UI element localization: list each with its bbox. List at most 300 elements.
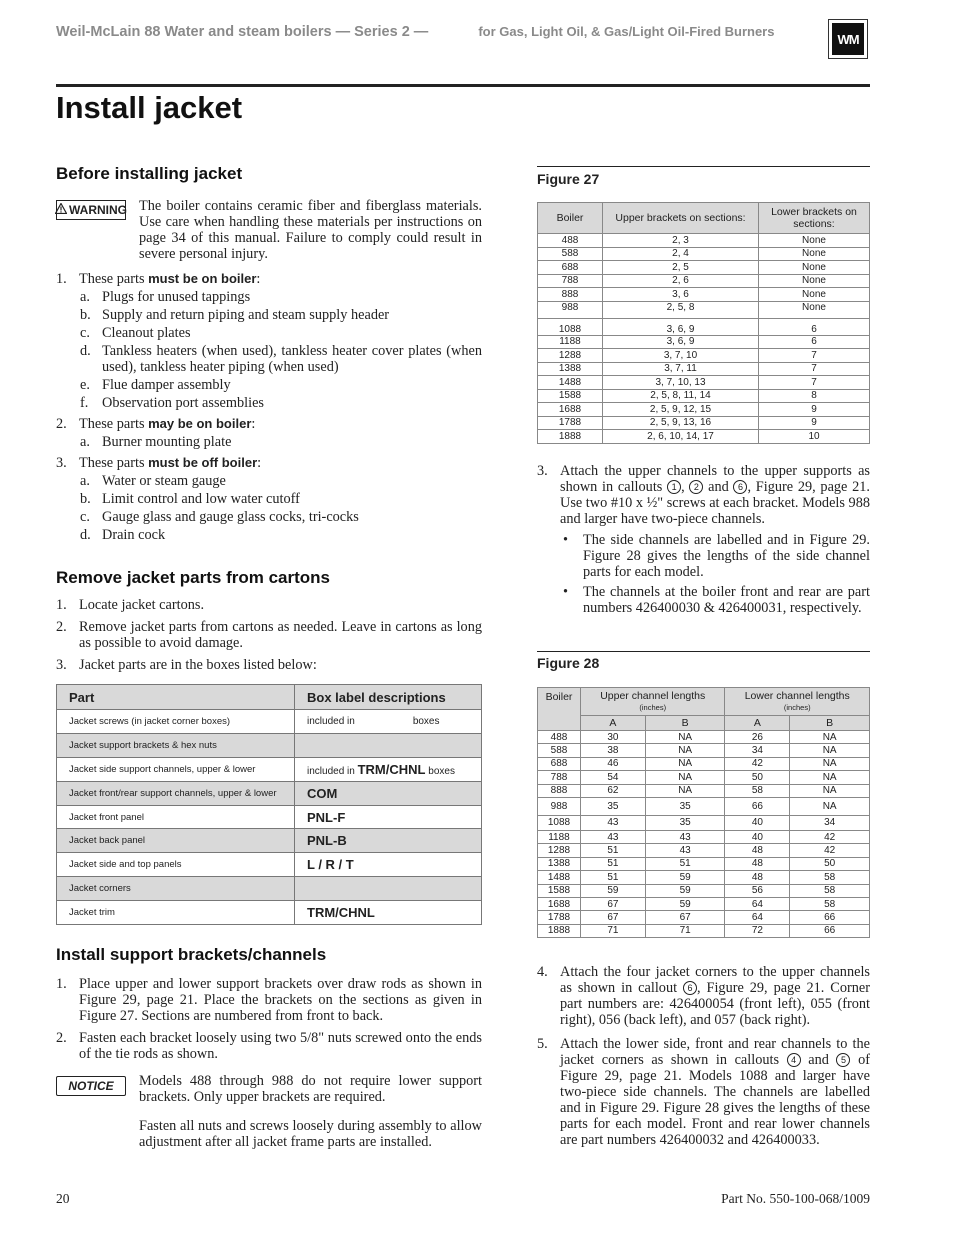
fig27-row (538, 301, 870, 318)
item-number: 1. (56, 597, 67, 613)
fig27-header-upper: Upper brackets on sections: (603, 203, 759, 234)
bullet-mark: • (563, 584, 569, 600)
header-rule (56, 84, 870, 87)
fig28-upper-a: 46 (581, 757, 646, 770)
part-name: Jacket screws (in jacket corner boxes) (57, 710, 295, 734)
fig27-boiler: 988 (538, 301, 603, 318)
support-item (56, 1030, 482, 1062)
fig27-lower: 9 (759, 416, 870, 430)
fig28-lower-a: 40 (725, 815, 790, 830)
fig28-boiler: 1788 (538, 911, 581, 924)
brand-logo (828, 19, 868, 59)
fig28-upper-b: NA (645, 757, 725, 770)
support-item (56, 976, 482, 1024)
fig28-lower-a: 48 (725, 871, 790, 884)
parts-row (57, 805, 482, 829)
fig27-boiler: 1188 (538, 335, 603, 349)
fig27-row (538, 376, 870, 390)
item-text: Fasten each bracket loosely using two 5/8" nuts screwed onto the ends of the tie rods as shown. (79, 1030, 482, 1062)
fig27-boiler: 788 (538, 274, 603, 288)
parts-row (57, 757, 482, 781)
fig28-upper-b: 59 (645, 897, 725, 910)
fig27-upper: 2, 4 (603, 247, 759, 261)
fig27-boiler: 1288 (538, 349, 603, 363)
fig27-upper: 2, 6, 10, 14, 17 (603, 430, 759, 444)
figure28-table (537, 687, 870, 938)
fig28-row (538, 830, 870, 843)
item-emphasis: must be on boiler (148, 271, 257, 286)
fig27-row (538, 261, 870, 275)
fig27-row (538, 403, 870, 417)
fig28-lower-label: Lower channel lengths (744, 689, 850, 702)
fig28-lower-b: NA (790, 744, 870, 757)
parts-table (56, 684, 482, 925)
fig28-row (538, 924, 870, 937)
box-code: L / R / T (307, 857, 354, 873)
remove-item (56, 619, 482, 651)
fig28-row (538, 797, 870, 815)
step4 (537, 964, 870, 1028)
fig27-boiler: 488 (538, 234, 603, 248)
step3: 3. Attach the upper channels to the upper supports as shown in callouts 1 , 2 and 6 , Figure 29, page 21. Use two #10 x ½" screws at each bracket. Models 988 and larger have two-piece channels. • The side channels are labelled and in Figure 29. Figure 28 gives the lengths of the side channel parts for each model. • The channels at the boiler front and rear are part numbers 426400030 & 426400031, respectively. (537, 463, 870, 616)
remove-item (56, 597, 482, 613)
notice-label: NOTICE (68, 1079, 114, 1093)
fig28-lower-b: NA (790, 797, 870, 815)
fig27-upper: 2, 5, 9, 13, 16 (603, 416, 759, 430)
warning-badge (56, 200, 126, 220)
before-subitem (56, 509, 482, 525)
before-heading: Before installing jacket (56, 164, 243, 183)
box-code: TRM/CHNL (357, 761, 426, 777)
left-column (56, 164, 482, 184)
fig28-lower-a: 58 (725, 784, 790, 797)
fig27-upper: 2, 3 (603, 234, 759, 248)
fig28-boiler: 888 (538, 784, 581, 797)
subitem-text: Cleanout plates (102, 325, 191, 341)
box-code: TRM/CHNL (307, 905, 375, 921)
fig28-row (538, 911, 870, 924)
fig28-boiler: 1188 (538, 830, 581, 843)
box-label (295, 877, 482, 901)
before-subitem (56, 307, 482, 323)
fig28-upper-b: 71 (645, 924, 725, 937)
fig28-row (538, 884, 870, 897)
fig27-upper: 3, 6, 9 (603, 318, 759, 335)
part-name: Jacket support brackets & hex nuts (57, 733, 295, 757)
fig28-upper-b: NA (645, 731, 725, 744)
item-text: Remove jacket parts from cartons as needed. Leave in cartons as long as possible to avoid damage. (79, 619, 482, 651)
warning-text: The boiler contains ceramic fiber and fiberglass materials. Use care when handling these materials per instructions on page 34 of this manual. Failure to comply could result in severe personal injury. (139, 198, 482, 262)
item-number: 2. (56, 416, 67, 432)
fig28-lower-a: 40 (725, 830, 790, 843)
fig28-upper-b: 59 (645, 871, 725, 884)
before-subitem (56, 527, 482, 543)
fig28-lower-a: 50 (725, 771, 790, 784)
fig28-upper-a: 51 (581, 844, 646, 857)
box-prefix: included in (307, 765, 358, 777)
part-name: Jacket back panel (57, 829, 295, 853)
fig28-lower-b: 66 (790, 924, 870, 937)
fig28-lower-b: 66 (790, 911, 870, 924)
fig28-row (538, 744, 870, 757)
fig27-row (538, 274, 870, 288)
fig28-row (538, 857, 870, 870)
fig27-lower: None (759, 301, 870, 318)
parts-row (57, 733, 482, 757)
fig27-boiler: 1388 (538, 362, 603, 376)
fig27-boiler: 1688 (538, 403, 603, 417)
fig28-header-boiler: Boiler (538, 688, 581, 731)
fig28-row (538, 815, 870, 830)
warning-label: WARNING (69, 203, 127, 217)
fig27-upper: 3, 7, 10 (603, 349, 759, 363)
fig28-header-lower-a: A (725, 716, 790, 731)
fig28-lower-a: 48 (725, 844, 790, 857)
fig27-lower: None (759, 288, 870, 302)
box-code: PNL-B (307, 833, 347, 849)
part-name: Jacket front/rear support channels, upper & lower (57, 781, 295, 805)
fig27-boiler: 688 (538, 261, 603, 275)
remove-list (56, 597, 482, 673)
parts-header-part: Part (57, 685, 295, 710)
fig28-boiler: 1388 (538, 857, 581, 870)
subitem-letter: d. (80, 527, 91, 543)
fig28-upper-a: 38 (581, 744, 646, 757)
callout-6: 6 (733, 480, 747, 494)
parts-row (57, 781, 482, 805)
box-label (295, 757, 482, 781)
fig28-boiler: 588 (538, 744, 581, 757)
fig28-lower-b: 58 (790, 871, 870, 884)
fig28-upper-b: 51 (645, 857, 725, 870)
subitem-letter: d. (80, 343, 91, 359)
fig28-row (538, 757, 870, 770)
subitem-letter: a. (80, 289, 90, 305)
fig28-upper-b: NA (645, 784, 725, 797)
fig28-lower-units: (inches) (783, 702, 811, 712)
fig28-lower-b: 34 (790, 815, 870, 830)
fig27-upper: 2, 5, 8 (603, 301, 759, 318)
fig28-lower-a: 56 (725, 884, 790, 897)
fig27-boiler: 1088 (538, 318, 603, 335)
fig27-lower: None (759, 261, 870, 275)
before-subitem (56, 473, 482, 489)
item-emphasis: may be on boiler (148, 416, 252, 431)
fig27-lower: 7 (759, 349, 870, 363)
fig27-boiler: 1588 (538, 389, 603, 403)
fig27-upper: 3, 7, 10, 13 (603, 376, 759, 390)
bullet-mark: • (563, 532, 569, 548)
parts-row (57, 710, 482, 734)
figure27-rule (537, 166, 870, 167)
fig27-lower: 7 (759, 362, 870, 376)
part-name: Jacket front panel (57, 805, 295, 829)
fig27-lower: 8 (759, 389, 870, 403)
fig28-boiler: 1088 (538, 815, 581, 830)
fig27-header-boiler: Boiler (538, 203, 603, 234)
box-label (295, 853, 482, 877)
fig28-boiler: 1488 (538, 871, 581, 884)
warning-triangle-icon (55, 203, 67, 217)
before-list (56, 271, 482, 543)
fig28-row (538, 784, 870, 797)
fig28-lower-b: NA (790, 771, 870, 784)
box-prefix: included in (307, 715, 355, 727)
step4-num: 4. (537, 964, 548, 980)
logo-mark: WM (832, 23, 864, 55)
fig27-row (538, 247, 870, 261)
callout-5: 5 (836, 1053, 850, 1067)
fig28-row (538, 897, 870, 910)
subitem-text: Plugs for unused tappings (102, 289, 251, 305)
fig28-boiler: 488 (538, 731, 581, 744)
subitem-letter: c. (80, 325, 90, 341)
fig28-upper-a: 43 (581, 830, 646, 843)
fig28-upper-a: 51 (581, 857, 646, 870)
fig27-row (538, 234, 870, 248)
subitem-text: Burner mounting plate (102, 434, 232, 450)
subitem-text: Limit control and low water cutoff (102, 491, 300, 507)
before-item (56, 455, 482, 471)
subitem-letter: a. (80, 473, 90, 489)
subitem-letter: f. (80, 395, 89, 411)
fig28-lower-b: 42 (790, 830, 870, 843)
figure28-label: Figure 28 (537, 655, 600, 671)
figure27-table (537, 202, 870, 444)
item-number: 2. (56, 619, 67, 635)
notice-text-2: Fasten all nuts and screws loosely during assembly to allow adjustment after all jacket frame parts are installed. (139, 1118, 482, 1150)
fig28-lower-b: NA (790, 757, 870, 770)
fig28-header-upper-a: A (581, 716, 646, 731)
step3-num: 3. (537, 463, 548, 479)
parts-row (57, 877, 482, 901)
item-number: 1. (56, 271, 67, 287)
fig27-upper: 3, 7, 11 (603, 362, 759, 376)
fig28-upper-a: 35 (581, 797, 646, 815)
fig27-lower: 9 (759, 403, 870, 417)
fig28-lower-a: 42 (725, 757, 790, 770)
fig27-lower: 6 (759, 318, 870, 335)
part-number: Part No. 550-100-068/1009 (721, 1191, 870, 1206)
fig27-row (538, 349, 870, 363)
item-text: : (256, 271, 261, 287)
subitem-text: Supply and return piping and steam supply header (102, 307, 390, 323)
subitem-text: Gauge glass and gauge glass cocks, tri-cocks (102, 509, 359, 525)
parts-header-box: Box label descriptions (295, 685, 482, 710)
fig28-upper-units: (inches) (639, 702, 667, 712)
item-text: : (257, 455, 262, 471)
fig28-lower-a: 64 (725, 911, 790, 924)
item-text: Place upper and lower support brackets over draw rods as shown in Figure 29, page 21. Place the brackets on the sections as given in Figure 27. Sections are numbered from front to back. (79, 976, 482, 1024)
fig27-upper: 2, 6 (603, 274, 759, 288)
page-number: 20 (56, 1191, 70, 1206)
fig28-header-upper-b: B (645, 716, 725, 731)
fig28-upper-b: 35 (645, 797, 725, 815)
fig28-boiler: 1588 (538, 884, 581, 897)
fig28-boiler: 1688 (538, 897, 581, 910)
fig28-lower-a: 64 (725, 897, 790, 910)
fig28-lower-b: NA (790, 784, 870, 797)
fig28-upper-b: 43 (645, 830, 725, 843)
fig27-boiler: 1888 (538, 430, 603, 444)
fig28-upper-a: 54 (581, 771, 646, 784)
step4-text-1: Attach the four jacket corners to the upper channels as shown in callout (560, 964, 870, 996)
before-subitem (56, 395, 482, 411)
fig27-row (538, 362, 870, 376)
callout-2: 2 (689, 480, 703, 494)
subitem-letter: c. (80, 509, 90, 525)
fig28-upper-a: 30 (581, 731, 646, 744)
box-label (295, 805, 482, 829)
fig28-upper-a: 67 (581, 897, 646, 910)
box-label (295, 781, 482, 805)
fig28-row (538, 731, 870, 744)
fig28-upper-a: 62 (581, 784, 646, 797)
fig27-lower: 7 (759, 376, 870, 390)
fig28-row (538, 871, 870, 884)
fig28-upper-a: 67 (581, 911, 646, 924)
fig28-lower-b: NA (790, 731, 870, 744)
box-suffix: boxes (425, 765, 455, 777)
figure27-label: Figure 27 (537, 171, 600, 187)
fig27-boiler: 1488 (538, 376, 603, 390)
before-subitem (56, 377, 482, 393)
part-name: Jacket side support channels, upper & lower (57, 757, 295, 781)
fig28-row (538, 771, 870, 784)
item-text: These parts (79, 455, 149, 471)
fig28-header-lower-b: B (790, 716, 870, 731)
before-subitem (56, 289, 482, 305)
support-list (56, 976, 482, 1062)
fig27-upper: 3, 6, 9 (603, 335, 759, 349)
fig27-lower: 6 (759, 335, 870, 349)
running-header (56, 24, 816, 40)
fig28-upper-b: 43 (645, 844, 725, 857)
step5-text-2: of Figure 29, page 21. Models 1088 and larger have two-piece side channels. The channels are labelled and in Figure 29. Figure 28 gives the lengths of these parts for each model. Front and rear lower channels are part numbers 426400032 and 426400033. (560, 1052, 870, 1148)
page-title: Install jacket (56, 90, 243, 125)
item-text: Locate jacket cartons. (79, 597, 205, 613)
fig28-lower-a: 34 (725, 744, 790, 757)
fig27-row (538, 318, 870, 335)
header-title: Weil-McLain 88 Water and steam boilers — Series 2 — (56, 24, 429, 40)
fig28-header-upper (581, 688, 725, 716)
fig28-boiler: 1888 (538, 924, 581, 937)
part-name: Jacket corners (57, 877, 295, 901)
fig28-upper-a: 51 (581, 871, 646, 884)
fig28-upper-label: Upper channel lengths (600, 689, 706, 702)
before-item (56, 271, 482, 287)
step3-bullet-2: The channels at the boiler front and rear are part numbers 426400030 & 426400031, respectively. (583, 584, 870, 616)
fig27-row (538, 389, 870, 403)
fig28-boiler: 988 (538, 797, 581, 815)
notice-badge (56, 1076, 126, 1096)
remove-item (56, 657, 482, 673)
fig28-boiler: 788 (538, 771, 581, 784)
subitem-text: Observation port assemblies (102, 395, 264, 411)
fig27-upper: 2, 5 (603, 261, 759, 275)
before-subitem (56, 343, 482, 375)
fig27-upper: 2, 5, 9, 12, 15 (603, 403, 759, 417)
step3-text-1: Attach the upper channels to the upper supports as shown in callouts (560, 463, 870, 495)
step5-num: 5. (537, 1036, 548, 1052)
fig28-upper-b: 67 (645, 911, 725, 924)
callout-1: 1 (667, 480, 681, 494)
subitem-letter: e. (80, 377, 90, 393)
fig28-lower-b: 50 (790, 857, 870, 870)
fig28-row (538, 844, 870, 857)
box-label (295, 733, 482, 757)
item-text: These parts (79, 416, 149, 432)
box-label (295, 829, 482, 853)
fig28-upper-b: 59 (645, 884, 725, 897)
item-number: 3. (56, 455, 67, 471)
box-suffix: boxes (412, 715, 440, 727)
fig28-upper-b: 35 (645, 815, 725, 830)
callout-4: 4 (787, 1053, 801, 1067)
parts-row (57, 853, 482, 877)
fig28-lower-a: 26 (725, 731, 790, 744)
fig27-header-lower: Lower brackets on sections: (759, 203, 870, 234)
fig28-upper-b: NA (645, 744, 725, 757)
item-text: Jacket parts are in the boxes listed below: (79, 657, 317, 673)
fig27-upper: 3, 6 (603, 288, 759, 302)
fig28-lower-b: 58 (790, 897, 870, 910)
header-subtitle: for Gas, Light Oil, & Gas/Light Oil-Fired Burners (478, 24, 775, 39)
step5: 5. Attach the lower side, front and rear channels to the jacket corners as shown in callouts 4 and 5 of Figure 29, page 21. Models 1088 and larger have two-piece side channels. The channels are labelled and in Figure 29. Figure 28 gives the lengths of these parts for each model. Front and rear lower channels are part numbers 426400032 and 426400033. (537, 1036, 870, 1148)
fig27-lower: None (759, 247, 870, 261)
subitem-letter: b. (80, 307, 91, 323)
fig28-lower-a: 48 (725, 857, 790, 870)
step5-text-1: Attach the lower side, front and rear channels to the jacket corners as shown in callouts (560, 1036, 870, 1068)
fig27-upper: 2, 5, 8, 11, 14 (603, 389, 759, 403)
notice-text: Models 488 through 988 do not require lower support brackets. Only upper brackets are required. (139, 1073, 482, 1105)
box-label (295, 901, 482, 925)
part-name: Jacket trim (57, 901, 295, 925)
subitem-text: Water or steam gauge (102, 473, 226, 489)
parts-row (57, 829, 482, 853)
step3-bullet-1: The side channels are labelled and in Figure 29. Figure 28 gives the lengths of the side channel parts for each model. (583, 532, 870, 580)
fig28-upper-a: 71 (581, 924, 646, 937)
before-subitem (56, 434, 482, 450)
subitem-letter: b. (80, 491, 91, 507)
item-text: : (251, 416, 256, 432)
item-text: These parts (79, 271, 149, 287)
remove-heading: Remove jacket parts from cartons (56, 568, 330, 587)
before-subitem (56, 325, 482, 341)
item-emphasis: must be off boiler (148, 455, 258, 470)
fig28-lower-b: 42 (790, 844, 870, 857)
item-number: 2. (56, 1030, 67, 1046)
fig27-lower: None (759, 234, 870, 248)
box-code: COM (307, 785, 338, 801)
support-heading: Install support brackets/channels (56, 945, 327, 964)
fig27-row (538, 288, 870, 302)
fig27-lower: 10 (759, 430, 870, 444)
fig28-header-lower (725, 688, 870, 716)
subitem-text: Drain cock (102, 527, 166, 543)
box-code: PNL-F (307, 809, 346, 825)
fig28-boiler: 1288 (538, 844, 581, 857)
fig28-lower-b: 58 (790, 884, 870, 897)
before-item (56, 416, 482, 432)
fig27-lower: None (759, 274, 870, 288)
fig28-lower-a: 66 (725, 797, 790, 815)
fig28-upper-b: NA (645, 771, 725, 784)
fig27-row (538, 430, 870, 444)
fig27-boiler: 888 (538, 288, 603, 302)
fig27-boiler: 588 (538, 247, 603, 261)
parts-row (57, 901, 482, 925)
